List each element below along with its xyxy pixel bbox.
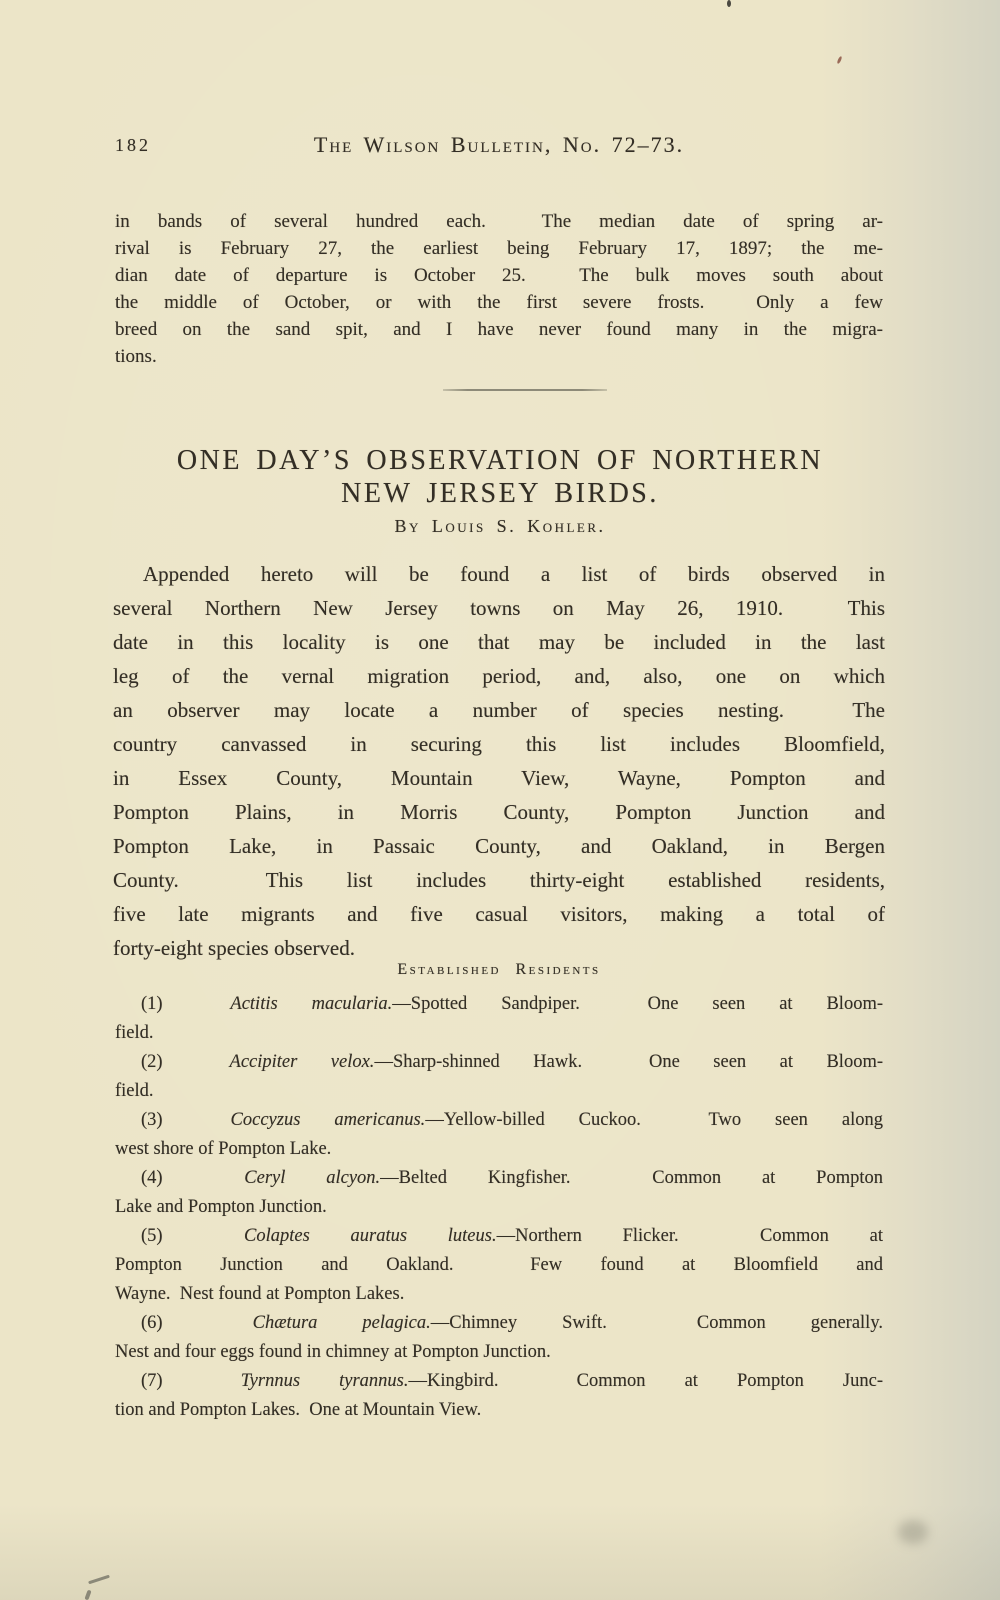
text-line	[115, 235, 883, 262]
text-line	[115, 1251, 883, 1280]
text-segment: (6)	[141, 1313, 253, 1333]
species-entry-2	[115, 1048, 883, 1106]
article-intro-paragraph	[113, 557, 885, 965]
species-list	[115, 990, 883, 1425]
text-segment: rival is February 27, the earliest being February 17, 1897; the me-	[115, 238, 883, 259]
species-scientific-name: Accipiter velox.	[229, 1052, 375, 1072]
text-line	[113, 659, 885, 693]
text-segment: leg of the vernal migration period, and, also, one on which	[113, 664, 885, 688]
text-line	[115, 1222, 883, 1251]
article-byline: By Louis S. Kohler.	[394, 516, 606, 536]
text-line	[115, 1338, 883, 1367]
text-segment: —Belted Kingfisher. Common at Pompton	[380, 1168, 883, 1188]
text-segment: breed on the sand spit, and I have never found many in the migra-	[115, 319, 883, 340]
section-divider-rule	[443, 389, 607, 391]
scan-fiber	[836, 56, 842, 65]
text-segment: the middle of October, or with the first severe frosts. Only a few	[115, 292, 883, 313]
text-segment: forty-eight species observed.	[113, 936, 356, 960]
section-heading: Established Residents	[397, 961, 601, 978]
text-line	[115, 1019, 883, 1048]
scan-smudge	[898, 1520, 928, 1544]
text-segment: tions.	[115, 346, 157, 367]
text-line	[113, 931, 885, 965]
text-line	[113, 795, 885, 829]
species-entry-4	[115, 1164, 883, 1222]
article-title-line-1: ONE DAY’S OBSERVATION OF NORTHERN	[176, 445, 824, 476]
text-segment: (4)	[141, 1168, 245, 1188]
text-segment: Pompton Junction and Oakland. Few found at Bloomfield and	[115, 1255, 883, 1275]
text-segment: Pompton Lake, in Passaic County, and Oakland, in Bergen	[113, 834, 885, 858]
text-segment: County. This list includes thirty-eight established residents,	[113, 868, 885, 892]
text-segment: (2)	[141, 1052, 230, 1072]
text-segment: dian date of departure is October 25. The bulk moves south about	[115, 265, 883, 286]
text-line	[113, 761, 885, 795]
text-line	[113, 625, 885, 659]
text-line	[115, 1280, 883, 1309]
text-segment: —Spotted Sandpiper. One seen at Bloom-	[392, 994, 883, 1014]
text-line	[113, 557, 885, 591]
text-segment: (5)	[141, 1226, 245, 1246]
text-segment: in bands of several hundred each. The median date of spring ar-	[115, 211, 883, 232]
text-segment: (7)	[141, 1371, 241, 1391]
text-line	[115, 1309, 883, 1338]
text-line	[113, 727, 885, 761]
text-line	[115, 343, 883, 370]
species-scientific-name: Ceryl alcyon.	[244, 1168, 381, 1188]
text-segment: field.	[115, 1081, 154, 1101]
species-entry-6	[115, 1309, 883, 1367]
text-line	[115, 1106, 883, 1135]
text-segment: an observer may locate a number of species nesting. The	[113, 698, 885, 722]
text-segment: date in this locality is one that may be included in the last	[113, 630, 885, 654]
text-line	[115, 1048, 883, 1077]
species-scientific-name: Chætura pelagica.	[252, 1313, 431, 1333]
page-header	[115, 132, 883, 162]
text-line	[115, 289, 883, 316]
text-line	[115, 316, 883, 343]
text-line	[113, 693, 885, 727]
species-scientific-name: Tyrnnus tyrannus.	[240, 1371, 409, 1391]
species-scientific-name: Coccyzus americanus.	[230, 1110, 426, 1130]
scan-speck	[727, 0, 731, 7]
text-line	[115, 208, 883, 235]
species-entry-1	[115, 990, 883, 1048]
text-line	[113, 897, 885, 931]
text-segment: tion and Pompton Lakes. One at Mountain View.	[115, 1400, 482, 1420]
article-title	[0, 444, 1000, 510]
text-segment: —Northern Flicker. Common at	[496, 1226, 883, 1246]
text-segment: field.	[115, 1023, 154, 1043]
text-segment: (1)	[141, 994, 231, 1014]
text-line	[115, 1077, 883, 1106]
text-line	[115, 1164, 883, 1193]
text-line	[113, 863, 885, 897]
page-number: 182	[115, 135, 151, 155]
text-segment: —Yellow-billed Cuckoo. Two seen along	[425, 1110, 883, 1130]
text-segment: —Chimney Swift. Common generally.	[430, 1313, 883, 1333]
article-title-line-2: NEW JERSEY BIRDS.	[341, 478, 659, 509]
previous-article-paragraph	[115, 208, 883, 370]
text-line	[115, 1367, 883, 1396]
text-line	[113, 591, 885, 625]
text-segment: —Kingbird. Common at Pompton Junc-	[408, 1371, 883, 1391]
journal-title: The Wilson Bulletin, No. 72–73.	[313, 132, 685, 157]
text-line	[115, 990, 883, 1019]
text-segment: Lake and Pompton Junction.	[115, 1197, 327, 1217]
text-segment: —Sharp-shinned Hawk. One seen at Bloom-	[374, 1052, 883, 1072]
species-scientific-name: Colaptes auratus luteus.	[244, 1226, 497, 1246]
text-segment: west shore of Pompton Lake.	[115, 1139, 332, 1159]
text-segment: in Essex County, Mountain View, Wayne, Pompton and	[113, 766, 885, 790]
text-line	[115, 262, 883, 289]
text-line	[115, 1193, 883, 1222]
species-entry-5	[115, 1222, 883, 1309]
pencil-mark	[84, 1590, 91, 1600]
text-segment: Pompton Plains, in Morris County, Pompton Junction and	[113, 800, 885, 824]
text-segment: (3)	[141, 1110, 231, 1130]
text-segment: five late migrants and five casual visitors, making a total of	[113, 902, 885, 926]
text-line	[113, 829, 885, 863]
pencil-mark	[88, 1575, 110, 1585]
text-segment: Wayne. Nest found at Pompton Lakes.	[115, 1284, 405, 1304]
species-scientific-name: Actitis macularia.	[230, 994, 393, 1014]
text-line	[115, 1135, 883, 1164]
text-segment: Nest and four eggs found in chimney at Pompton Junction.	[115, 1342, 551, 1362]
text-line	[115, 1396, 883, 1425]
text-segment: Appended hereto will be found a list of birds observed in	[143, 562, 885, 586]
text-segment: country canvassed in securing this list includes Bloomfield,	[113, 732, 885, 756]
species-entry-7	[115, 1367, 883, 1425]
text-segment: several Northern New Jersey towns on May 26, 1910. This	[113, 596, 885, 620]
species-entry-3	[115, 1106, 883, 1164]
